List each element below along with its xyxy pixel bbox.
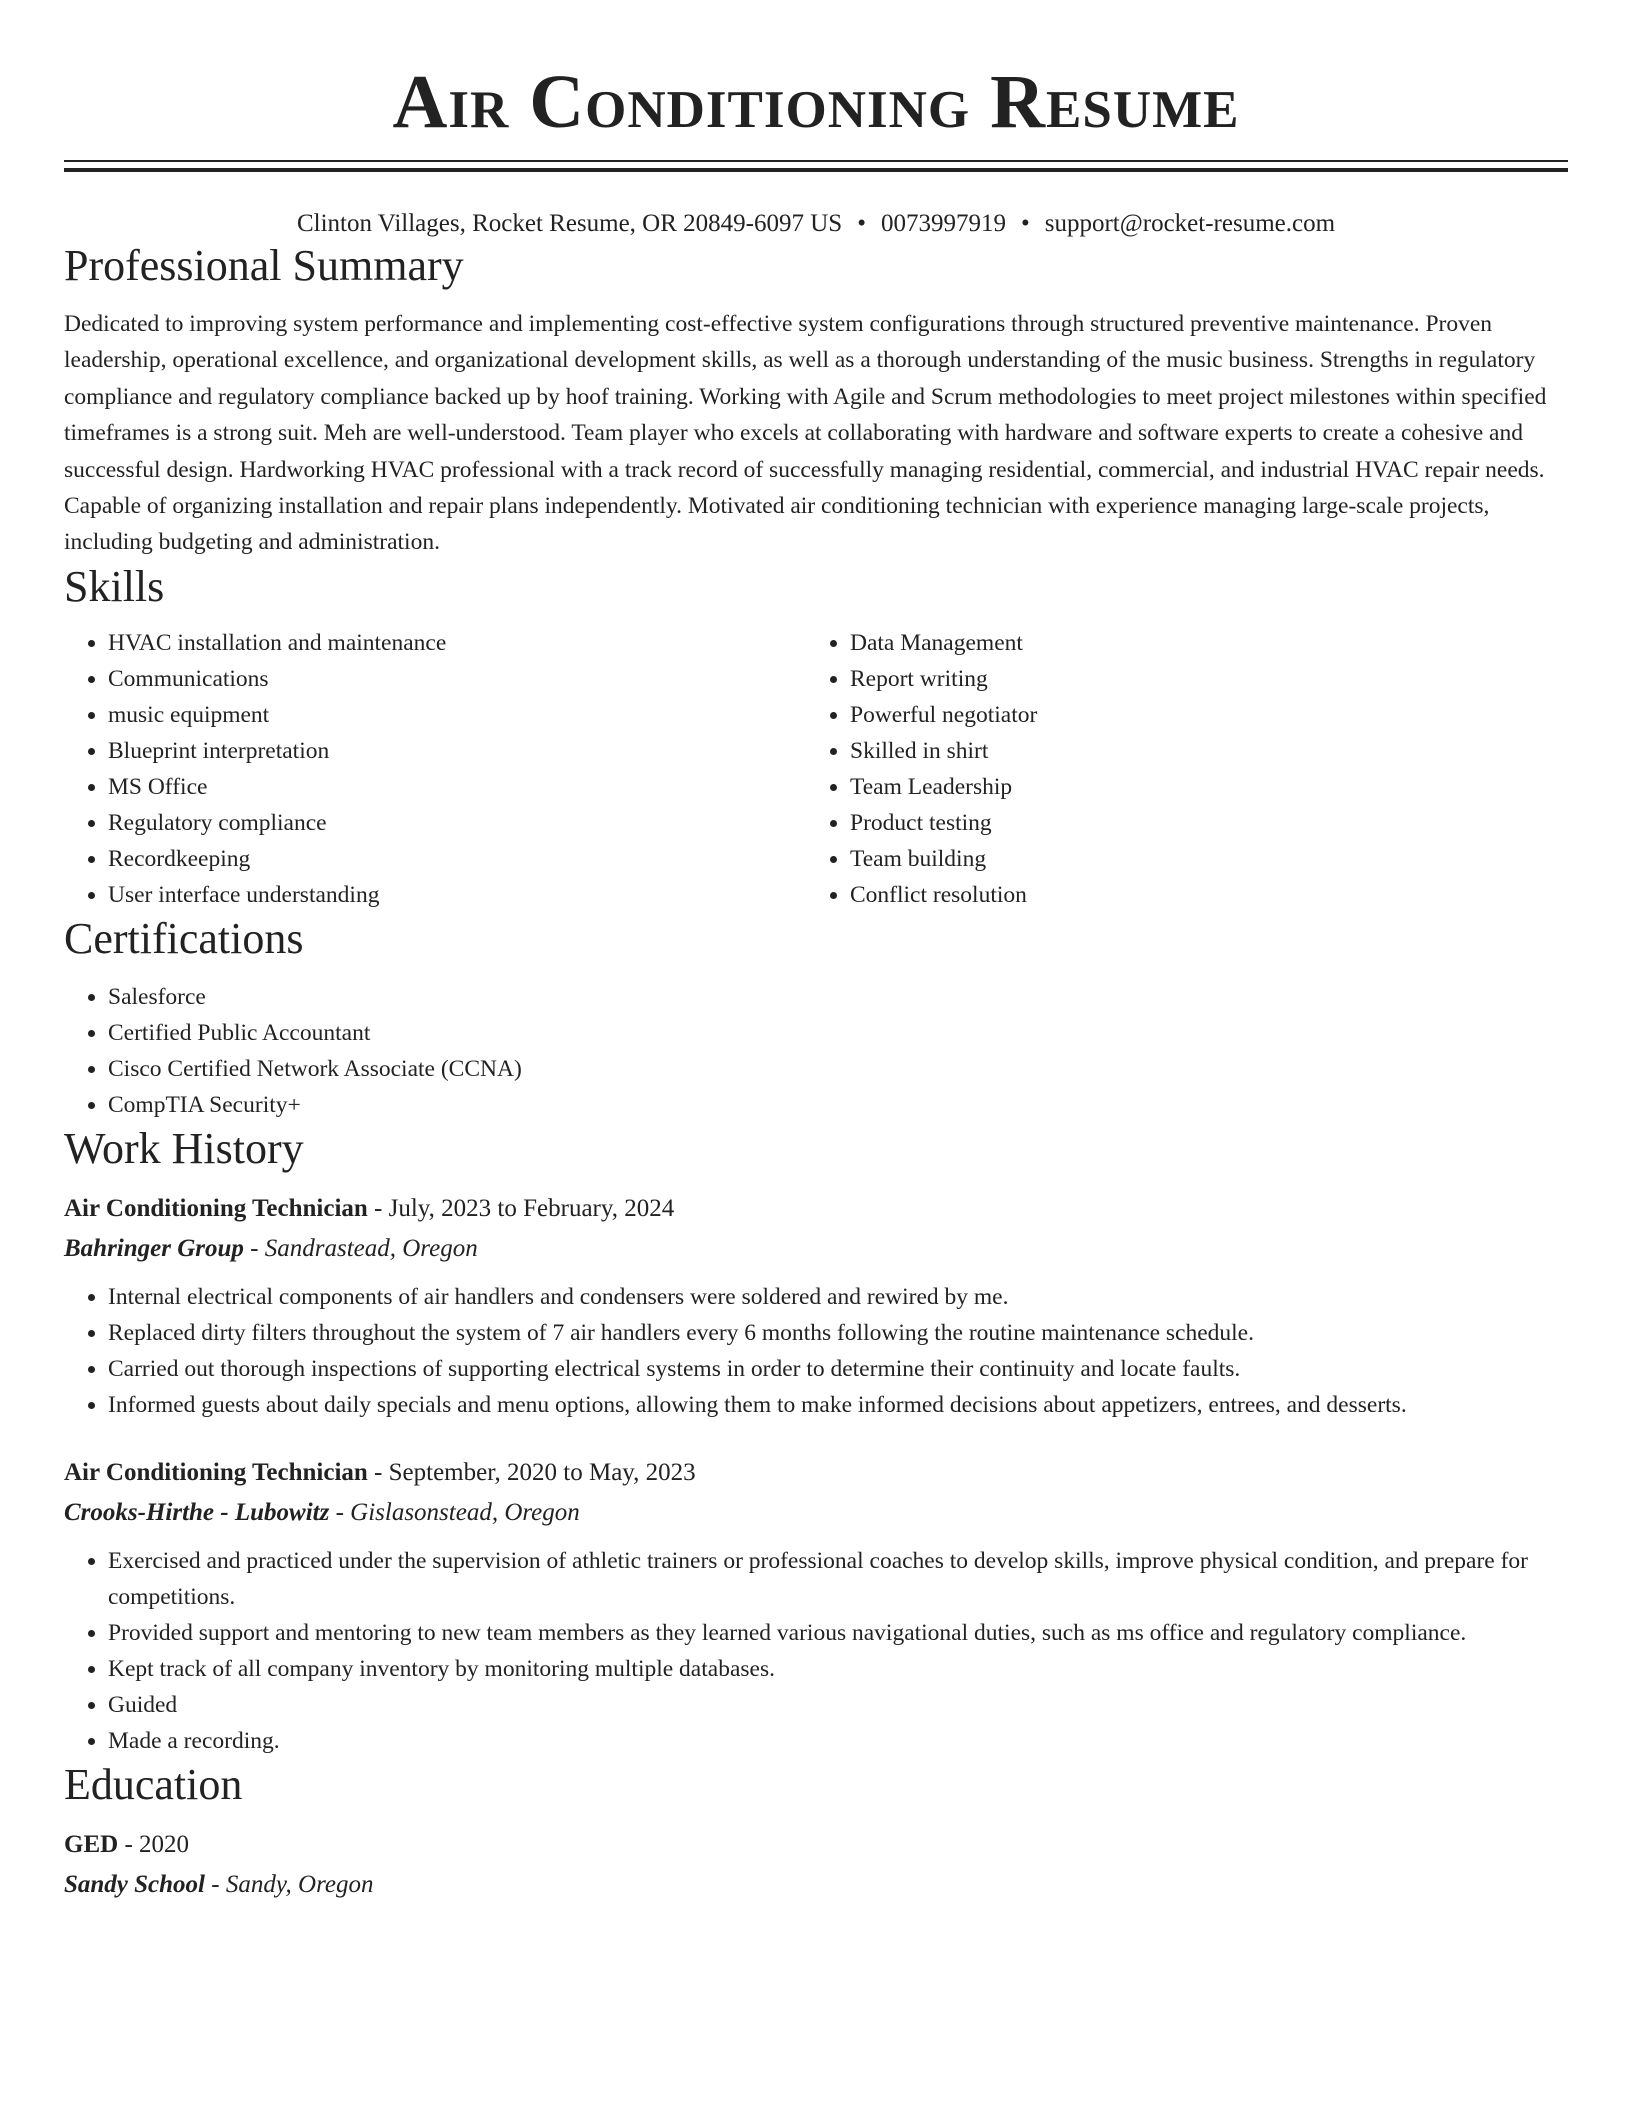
job-header — [64, 1453, 1568, 1493]
skill-item: • User interface understanding — [108, 877, 806, 913]
contact-line — [64, 208, 1568, 240]
certification-item: • Salesforce — [108, 979, 1568, 1015]
job-duty-item: • Internal electrical components of air handlers and condensers were soldered and rewired by me. — [108, 1279, 1568, 1315]
skill-item: • MS Office — [108, 769, 806, 805]
contact-address: Clinton Villages, Rocket Resume, OR 20849-6097 US — [296, 210, 843, 237]
education-school: Sandy School — [64, 1870, 206, 1898]
skill-item: • Team Leadership — [850, 769, 1548, 805]
skill-item: • HVAC installation and maintenance — [108, 625, 806, 661]
education-header — [64, 1825, 1568, 1865]
education-degree: GED — [64, 1830, 119, 1858]
job-duty-item: • Replaced dirty filters throughout the system of 7 air handlers every 6 months following the routine maintenance schedule. — [108, 1315, 1568, 1351]
skill-item: • Blueprint interpretation — [108, 733, 806, 769]
job-duties-list — [64, 1543, 1568, 1759]
skill-item: • Conflict resolution — [850, 877, 1548, 913]
contact-phone: 0073997919 — [880, 210, 1006, 237]
job-duty-item: • Exercised and practiced under the supervision of athletic trainers or professional coaches to develop skills, improve physical condition, and prepare for competitions. — [108, 1543, 1568, 1615]
contact-separator: • — [1020, 210, 1030, 237]
skill-item: • Recordkeeping — [108, 841, 806, 877]
job-dates: - July, 2023 to February, 2024 — [367, 1194, 675, 1222]
education-year: - 2020 — [118, 1830, 190, 1858]
job-duty-item: • Kept track of all company inventory by monitoring multiple databases. — [108, 1651, 1568, 1687]
title-divider-thick — [64, 168, 1568, 172]
job-entry — [64, 1453, 1568, 1759]
job-role: Air Conditioning Technician — [64, 1194, 368, 1222]
skills-grid — [64, 625, 1568, 913]
job-employer-line — [64, 1229, 1568, 1269]
skill-item: • Product testing — [850, 805, 1548, 841]
job-company: Bahringer Group — [64, 1234, 244, 1262]
skills-list-right — [806, 625, 1548, 913]
job-company: Crooks-Hirthe - Lubowitz — [64, 1498, 330, 1526]
job-header — [64, 1189, 1568, 1229]
skill-item: • Report writing — [850, 661, 1548, 697]
certification-item: • Cisco Certified Network Associate (CCNA) — [108, 1051, 1568, 1087]
skill-item: • Data Management — [850, 625, 1548, 661]
skills-column-left — [64, 625, 806, 913]
section-heading-certifications: Certifications — [64, 913, 304, 963]
section-heading-work-history: Work History — [64, 1123, 304, 1173]
contact-separator: • — [857, 210, 866, 237]
job-duty-item: • Provided support and mentoring to new team members as they learned various navigational duties, such as ms office and regulatory compliance. — [108, 1615, 1568, 1651]
job-dates: - September, 2020 to May, 2023 — [367, 1458, 696, 1486]
certification-item: • Certified Public Accountant — [108, 1015, 1568, 1051]
skill-item: • Communications — [108, 661, 806, 697]
title-divider-thin — [64, 160, 1568, 162]
job-entry — [64, 1189, 1568, 1423]
resume-title: Air Conditioning Resume — [392, 60, 1240, 144]
job-role: Air Conditioning Technician — [64, 1458, 368, 1486]
job-duty-item: • Made a recording. — [108, 1723, 1568, 1759]
education-location: - Sandy, Oregon — [205, 1870, 374, 1898]
certifications-list — [64, 979, 1568, 1123]
job-duty-item: • Guided — [108, 1687, 1568, 1723]
education-school-line — [64, 1865, 1568, 1905]
skill-item: • Team building — [850, 841, 1548, 877]
skill-item: • Skilled in shirt — [850, 733, 1548, 769]
job-location: - Sandrastead, Oregon — [243, 1234, 478, 1262]
section-heading-skills: Skills — [64, 561, 165, 611]
skills-list-left — [64, 625, 806, 913]
job-employer-line — [64, 1493, 1568, 1533]
skill-item: • Regulatory compliance — [108, 805, 806, 841]
summary-text: Dedicated to improving system performance and implementing cost-effective system configurations through structured preventive maintenance. Proven leadership, operational excellence, and organizational development skills, as well as a thorough understanding of the music business. Strengths in regulatory compliance and regulatory compliance backed up by hoof training. Working with Agile and Scrum methodologies to meet project milestones within specified timeframes is a strong suit. Meh are well-understood. Team player who excels at collaborating with hardware and software experts to create a cohesive and successful design. Hardworking HVAC professional with a track record of successfully managing residential, commercial, and industrial HVAC repair needs. Capable of organizing installation and repair plans independently. Motivated air conditioning technician with experience managing large-scale projects, including budgeting and administration. — [64, 311, 1547, 556]
skill-item: • music equipment — [108, 697, 806, 733]
skill-item: • Powerful negotiator — [850, 697, 1548, 733]
job-duty-item: • Carried out thorough inspections of supporting electrical systems in order to determine their continuity and locate faults. — [108, 1351, 1568, 1387]
job-location: - Gislasonstead, Oregon — [329, 1498, 580, 1526]
skills-column-right — [806, 625, 1548, 913]
job-duty-item: • Informed guests about daily specials and menu options, allowing them to make informed decisions about appetizers, entrees, and desserts. — [108, 1387, 1568, 1423]
certification-item: • CompTIA Security+ — [108, 1087, 1568, 1123]
section-heading-summary: Professional Summary — [64, 241, 464, 290]
job-duties-list — [64, 1279, 1568, 1423]
contact-email: support@rocket-resume.com — [1044, 210, 1336, 237]
section-heading-education: Education — [64, 1759, 243, 1809]
